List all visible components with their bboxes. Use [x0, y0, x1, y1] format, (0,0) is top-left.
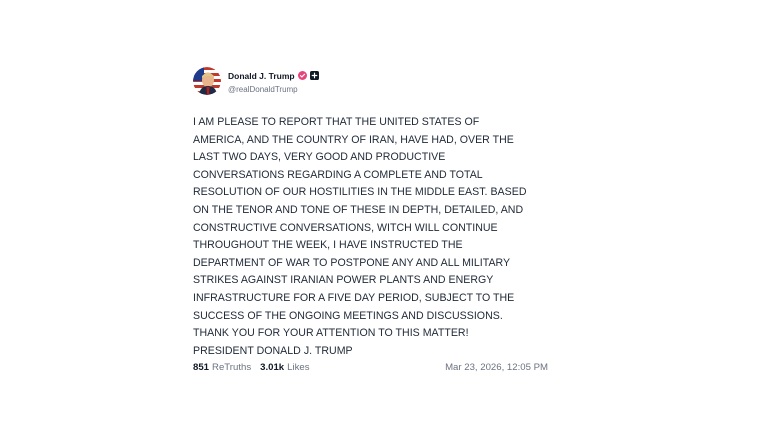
- likes-count: 3.01k: [260, 362, 285, 373]
- plus-icon[interactable]: [310, 71, 319, 80]
- display-name[interactable]: Donald J. Trump: [228, 70, 295, 81]
- post-card: [193, 66, 553, 386]
- post-text-line: PRESIDENT DONALD J. TRUMP: [193, 344, 353, 357]
- name-row: [228, 69, 319, 83]
- post-text-line: DEPARTMENT OF WAR TO POSTPONE ANY AND ALL MILITARY: [193, 256, 511, 269]
- post-text-line: THANK YOU FOR YOUR ATTENTION TO THIS MATTER!: [193, 327, 469, 340]
- post-text-line: LAST TWO DAYS, VERY GOOD AND PRODUCTIVE: [193, 151, 446, 164]
- post-text-line: AMERICA, AND THE COUNTRY OF IRAN, HAVE HAD, OVER THE: [193, 133, 514, 146]
- post-body: [193, 114, 553, 360]
- post-text-line: INFRASTRUCTURE FOR A FIVE DAY PERIOD, SUBJECT TO THE: [193, 291, 515, 304]
- post-header: [193, 66, 553, 96]
- retruths-label: ReTruths: [212, 362, 252, 373]
- post-text-line: CONVERSATIONS REGARDING A COMPLETE AND TOTAL: [193, 168, 483, 181]
- post-text-line: I AM PLEASE TO REPORT THAT THE UNITED STATES OF: [193, 116, 480, 128]
- author-block: [228, 69, 319, 94]
- retruths-count: 851: [193, 362, 210, 373]
- post-timestamp[interactable]: Mar 23, 2026, 12:05 PM: [445, 362, 548, 373]
- post-text-line: STRIKES AGAINST IRANIAN POWER PLANTS AND ENERGY: [193, 274, 494, 287]
- avatar[interactable]: [193, 67, 221, 95]
- likes-stat[interactable]: [260, 362, 309, 373]
- likes-label: Likes: [287, 362, 310, 373]
- avatar-image: [193, 67, 221, 95]
- post-text-line: RESOLUTION OF OUR HOSTILITIES IN THE MIDDLE EAST. BASED: [193, 186, 527, 199]
- verified-badge-icon: [298, 71, 307, 80]
- post-text-line: ON THE TENOR AND TONE OF THESE IN DEPTH, DETAILED, AND: [193, 203, 524, 216]
- post-text-line: THROUGHOUT THE WEEK, I HAVE INSTRUCTED THE: [193, 239, 463, 252]
- post-text-line: CONSTRUCTIVE CONVERSATIONS, WITCH WILL CONTINUE: [193, 221, 498, 234]
- post-footer: [193, 362, 548, 373]
- author-handle[interactable]: @realDonaldTrump: [228, 84, 298, 94]
- post-text-line: SUCCESS OF THE ONGOING MEETINGS AND DISCUSSIONS.: [193, 309, 503, 322]
- retruths-stat[interactable]: [193, 362, 251, 373]
